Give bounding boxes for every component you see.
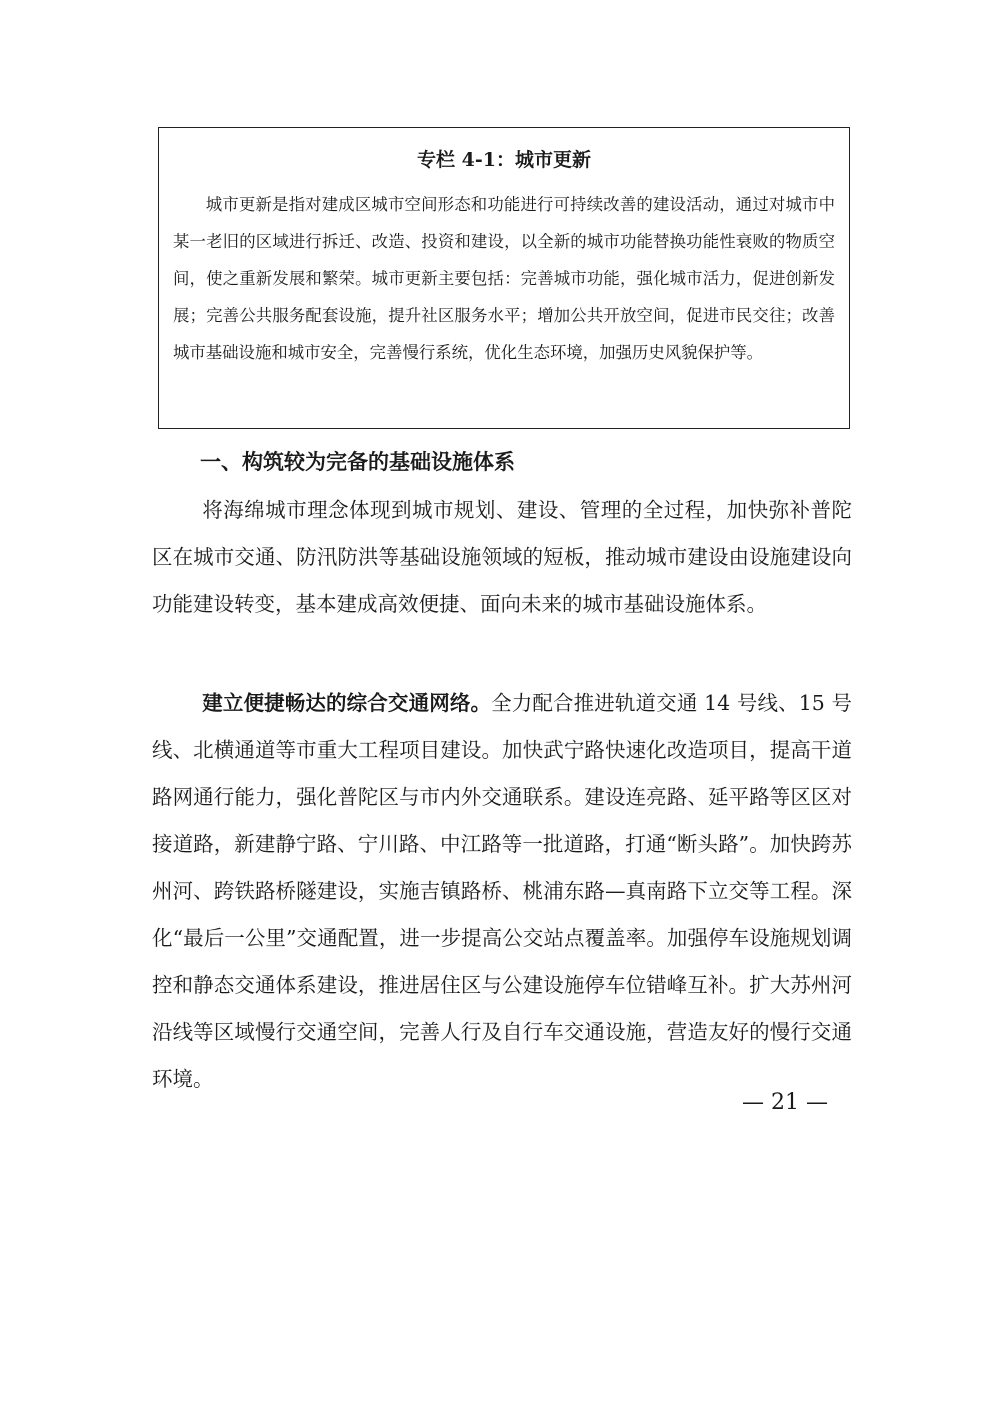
section-heading: 一、构筑较为完备的基础设施体系: [200, 450, 515, 474]
paragraph-2-body: 全力配合推进轨道交通 14 号线、15 号线、北横通道等市重大工程项目建设。加快武宁路快速化改造项目，提高干道路网通行能力，强化普陀区与市内外交通联系。建设连亮路、延平路等区区对接道路，新建静宁路、宁川路、中江路等一批道路，打通“断头路”。加快跨苏州河、跨铁路桥隧建设，实施吉镇路桥、桃浦东路—真南路下立交等工程。深化“最后一公里”交通配置，进一步提高公交站点覆盖率。加强停车设施规划调控和静态交通体系建设，推进居住区与公建设施停车位错峰互补。扩大苏州河沿线等区域慢行交通空间，完善人行及自行车交通设施，营造友好的慢行交通环境。: [152, 691, 852, 1091]
paragraph-2: [152, 680, 852, 1103]
column-text: 城市更新是指对建成区城市空间形态和功能进行可持续改善的建设活动，通过对城市中某一老旧的区域进行拆迁、改造、投资和建设，以全新的城市功能替换功能性衰败的物质空间，使之重新发展和繁荣。城市更新主要包括：完善城市功能，强化城市活力，促进创新发展；完善公共服务配套设施，提升社区服务水平；增加公共开放空间，促进市民交往；改善城市基础设施和城市安全，完善慢行系统，优化生态环境，加强历史风貌保护等。: [173, 195, 835, 362]
column-title: 专栏 4-1：城市更新: [417, 149, 591, 171]
column-box: [158, 127, 850, 429]
page-number: — 21 —: [742, 1090, 828, 1115]
paragraph-2-lead: 建立便捷畅达的综合交通网络。: [202, 691, 492, 715]
paragraph-1: 将海绵城市理念体现到城市规划、建设、管理的全过程，加快弥补普陀区在城市交通、防汛防洪等基础设施领域的短板，推动城市建设由设施建设向功能建设转变，基本建成高效便捷、面向未来的城市基础设施体系。: [152, 498, 852, 616]
